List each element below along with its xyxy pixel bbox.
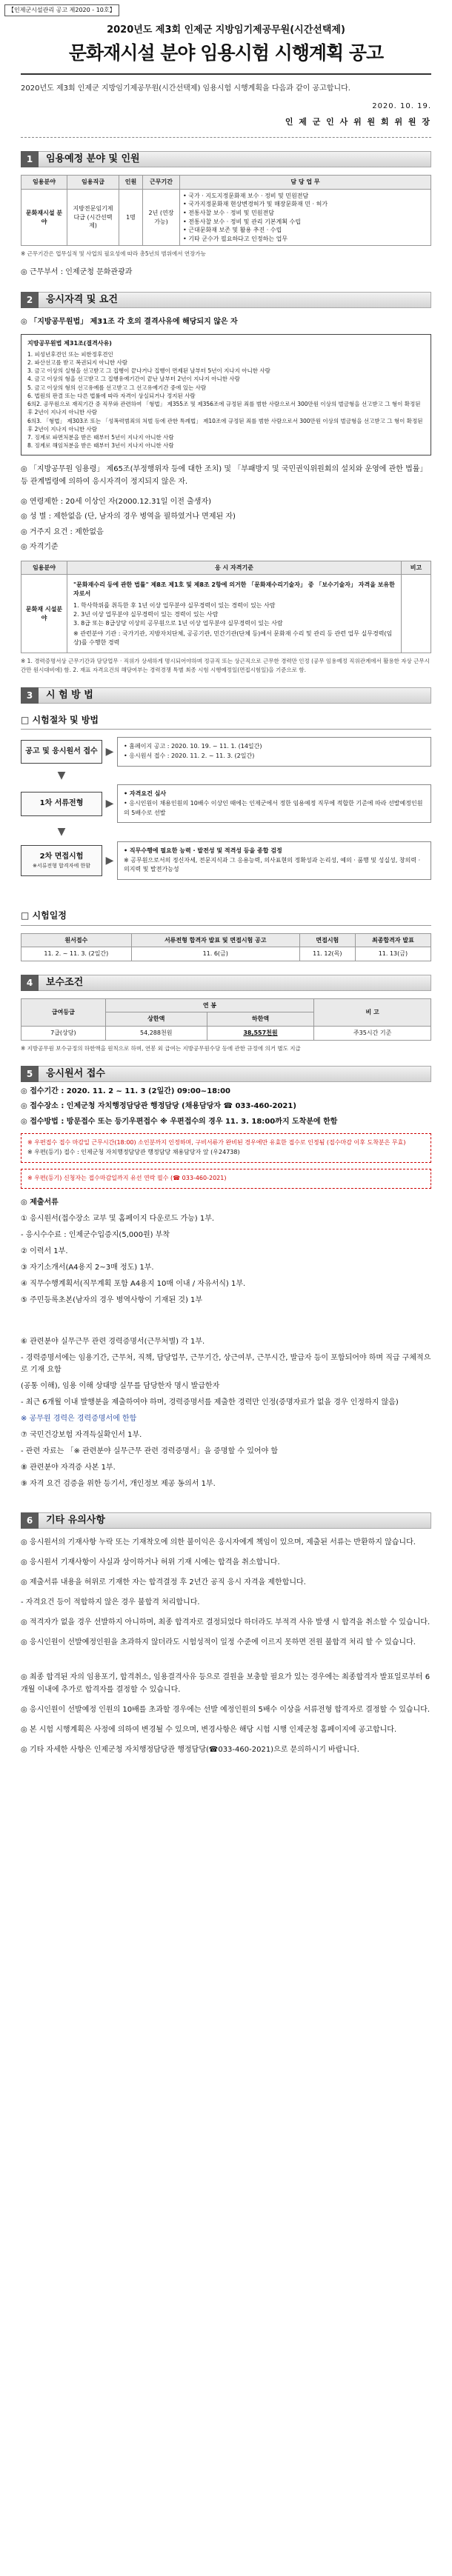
step-description xyxy=(117,784,431,823)
qualification-lead: "문화재수리 등에 관한 법률" 제8조 제1호 및 제8조 2항에 의거한 「문화재수리기술자」 중 「보수기술자」 자격을 보유한 자로서 xyxy=(73,581,395,597)
notice-title: 문화재시설 분야 임용시험 시행계획 공고 xyxy=(21,40,431,74)
document-item: - 경력증명서에는 임용기간, 근무처, 직책, 담당업무, 근무기간, 상근여부, 근무시간, 발급자 등이 포함되어야 하며 직급 구체적으로 기재 요함 xyxy=(21,1353,431,1374)
qualification-item: 3. 8급 또는 8급상당 이상의 공무원으로 1년 이상 업무분야 실무경력이 있는 사람 xyxy=(73,619,283,627)
section-number: 4 xyxy=(21,975,39,991)
section-title: 응시자격 및 요건 xyxy=(39,292,431,308)
section-title: 응시원서 접수 xyxy=(39,1066,431,1082)
salary-table xyxy=(21,998,431,1041)
table-cell: 주35시간 기준 xyxy=(314,1026,431,1040)
step-box: 공고 및 응시원서 접수 xyxy=(21,740,102,764)
process-step xyxy=(21,841,431,880)
document-item: ⑥ 관련분야 실무근무 관련 경력증명서(근무처별) 각 1부. xyxy=(21,1337,205,1346)
note-item: ◎ 응시원서 기재사항이 사실과 상이하거나 허위 기재 시에는 합격을 취소합니다. xyxy=(21,1558,280,1566)
docs-title: ◎ 제출서류 xyxy=(21,1198,59,1207)
phone-warning-box xyxy=(21,1169,431,1189)
table-cell: 54,288천원 xyxy=(105,1026,207,1040)
box-item: 1. 피성년후견인 또는 피한정후견인 xyxy=(27,350,113,358)
application-line: ◎ 접수기간 : 2020. 11. 2 ~ 11. 3 (2일간) 09:00~18:00 xyxy=(21,1087,230,1095)
step-description xyxy=(117,737,431,767)
section-title: 임용예정 분야 및 인원 xyxy=(39,151,431,167)
section-number: 6 xyxy=(21,1512,39,1529)
table-header: 근무기간 xyxy=(143,176,180,190)
table-header: 응 시 자격기준 xyxy=(67,561,402,575)
section-title: 보수조건 xyxy=(39,975,431,991)
table-cell: 문화재 시설분야 xyxy=(21,575,67,653)
recruitment-table xyxy=(21,175,431,246)
arrow-down-icon: ▼ xyxy=(57,769,66,781)
application-line: ◎ 접수장소 : 인제군청 자치행정담당관 행정담당 (채용담당자 ☎ 033-460-2021) xyxy=(21,1102,296,1111)
table-cell: 11. 6(금) xyxy=(131,947,299,961)
step-line: • 자격요건 심사 xyxy=(124,790,167,798)
document-item: - 관련 자료는 「※ 관련분야 실무근무 관련 경력증명서」을 증명할 수 있어야 함 xyxy=(21,1447,279,1455)
mail-warning-box xyxy=(21,1133,431,1163)
arrow-right-icon: ▶ xyxy=(105,854,114,867)
table-cell: 11. 2. ~ 11. 3. (2일간) xyxy=(21,947,132,961)
step-box-subtitle: ※서류전형 합격자에 한함 xyxy=(33,863,90,870)
step-box xyxy=(21,845,102,877)
requirement-item: ◎ 자격기준 xyxy=(21,543,59,552)
note-item: ◎ 적격자가 없을 경우 선발하지 아니하며, 최종 합격자로 결정되었다 하더라도 부적격 사유 발생 시 합격을 취소할 수 있습니다. xyxy=(21,1618,431,1626)
application-info xyxy=(21,1087,431,1128)
table-header: 임용분야 xyxy=(21,176,67,190)
notice-number: 【인제군시설관리 공고 제2020 - 10호】 xyxy=(4,4,119,16)
requirement-item: ◎ 연령제한 : 20세 이상인 자(2000.12.31일 이전 출생자) xyxy=(21,497,212,506)
document-item: ④ 직무수행계획서(직무계획 포함 A4용지 10매 이내 / 자유서식) 1부. xyxy=(21,1279,246,1288)
duty-item: • 전통사찰 보수 · 정비 및 민원전담 xyxy=(183,209,274,216)
subsection-heading: □ 시험일정 xyxy=(21,910,431,925)
note-item: ◎ 응시인원이 선발예정인원을 초과하지 않더라도 시험성적이 일정 수준에 이르지 못하면 전원 불합격 처리 할 수 있습니다. xyxy=(21,1638,416,1646)
qualification-item: ※ 관련분야 기관 : 국가기관, 지방자치단체, 공공기관, 민간기관(단체 등)에서 문화재 수리 및 관리 등 관련 업무 실무경력(임상)를 수행한 경력 xyxy=(73,630,393,646)
schedule-table xyxy=(21,933,431,961)
requirement-item: ◎ 성 별 : 제한없음 (단, 남자의 경우 병역을 필하였거나 면제된 자) xyxy=(21,513,236,521)
box-item: 7. 징계로 파면처분을 받은 때부터 5년이 지나지 아니한 사람 xyxy=(27,434,174,441)
table-cell xyxy=(402,575,431,653)
note-item: ◎ 본 시험 시행계획은 사정에 의하여 변경될 수 있으며, 변경사항은 해당 시험 시행 인제군청 홈페이지에 공고합니다. xyxy=(21,1725,397,1734)
step-box-title: 2차 면접시험 xyxy=(39,852,84,861)
requirement-item: ◎ 거주지 요건 : 제한없음 xyxy=(21,527,104,536)
workplace-line: ◎ 근무부서 : 인제군청 문화관광과 xyxy=(21,267,133,276)
section-5-header xyxy=(21,1066,431,1082)
document-item: ① 응시원서(접수장소 교부 및 홈페이지 다운로드 가능) 1부. xyxy=(21,1214,215,1223)
requirements-list xyxy=(21,497,431,553)
step-line: • 응시인원이 채용인원의 10배수 이상인 때에는 인제군에서 정한 임용예정 직무에 적합한 기준에 따라 선발예정인원의 5배수로 선발 xyxy=(124,799,423,816)
note-item: - 자격요건 등이 적합하지 않은 경우 불합격 처리합니다. xyxy=(21,1598,200,1606)
warning-line: ※ 우편(등기) 신청자는 접수마감일까지 유선 연락 필수 (☎ 033-460-2021) xyxy=(27,1174,227,1181)
note-item: ◎ 응시원서의 기재사항 누락 또는 기재착오에 의한 불이익은 응시자에게 책임이 있으며, 제출된 서류는 반환하지 않습니다. xyxy=(21,1538,416,1546)
duty-item: • 기타 군수가 필요하다고 인정하는 업무 xyxy=(183,235,288,242)
step-box: 1차 서류전형 xyxy=(21,792,102,816)
arrow-down-icon: ▼ xyxy=(57,826,66,838)
table-header: 연 봉 xyxy=(105,998,314,1012)
table-cell: 7급(상당) xyxy=(21,1026,106,1040)
process-step xyxy=(21,784,431,823)
document-item: (공통 이해), 임용 이해 상대방 실무를 담당한자 명시 발급한자 xyxy=(21,1381,220,1390)
warning-line: ※ 우편(등기) 접수 : 인제군청 자치행정담당관 행정담당 채용담당자 앞 (우24738) xyxy=(27,1149,240,1156)
section-number: 3 xyxy=(21,687,39,704)
table-header: 임용직급 xyxy=(67,176,119,190)
salary-note: ※ 지방공무원 보수규정의 하한액을 원칙으로 하며, 연봉 외 급여는 지방공무원수당 등에 관한 규정에 의거 별도 지급 xyxy=(21,1044,301,1052)
note-item: ◎ 응시인원이 선발예정 인원의 10배를 초과할 경우에는 선발 예정인원의 5배수 이상을 서류전형 합격자로 결정할 수 있습니다. xyxy=(21,1705,431,1714)
document-item: ⑧ 관련분야 자격증 사본 1부. xyxy=(21,1463,116,1472)
documents-list xyxy=(21,1213,431,1490)
table-header: 비고 xyxy=(402,561,431,575)
box-item: 3. 금고 이상의 실형을 선고받고 그 집행이 끝나거나 집행이 면제된 날부터 5년이 지나지 아니한 사람 xyxy=(27,367,270,375)
document-item: ※ 공무원 경력은 경력증명서에 한함 xyxy=(21,1414,137,1423)
notice-subtitle: 2020년도 제3회 인제군 지방임기제공무원(시간선택제) xyxy=(107,24,345,36)
table-header: 임용분야 xyxy=(21,561,67,575)
section-6-header xyxy=(21,1512,431,1529)
step-line: • 홈페이지 공고 : 2020. 10. 19. ~ 11. 1. (14일간) xyxy=(124,743,262,750)
section-title: 시 험 방 법 xyxy=(39,687,431,704)
document-item: - 응시수수료 : 인제군수입증지(5,000원) 부착 xyxy=(21,1230,170,1239)
qualification-item: 2. 3년 이상 업무분야 실무경력이 있는 경력이 있는 사람 xyxy=(73,610,219,618)
document-item: ⑤ 주민등록초본(남자의 경우 병역사항이 기재된 것) 1부 xyxy=(21,1295,203,1304)
application-line: ◎ 접수방법 : 방문접수 또는 등기우편접수 ※ 우편접수의 경우 11. 3. 18:00까지 도착분에 한함 xyxy=(21,1117,338,1126)
table-cell: 1명 xyxy=(119,189,143,246)
document-item: ⑦ 국민건강보험 자격득실확인서 1부. xyxy=(21,1430,142,1439)
warning-line: ※ 우편접수 접수 마감일 근무시간(18:00) 소인분까지 인정하며, 구비서류가 완비된 경우에만 유효한 접수로 인정됨 (접수마감 이후 도착분은 무효) xyxy=(27,1139,406,1147)
box-item: 8. 징계로 해임처분을 받은 때부터 3년이 지나지 아니한 사람 xyxy=(27,442,174,450)
table-header: 원서접수 xyxy=(21,933,132,947)
eligibility-line: ◎ 「지방공무원 임용령」 제65조(부정행위자 등에 대한 조치) 및 「부패방지 및 국민권익위원회의 설치와 운영에 관한 법률」 등 관계법령에 의하여 응시자격이 정지되지 않은 자. xyxy=(21,464,428,486)
table-cell: 11. 13(금) xyxy=(355,947,431,961)
notice-date: 2020. 10. 19. xyxy=(372,101,431,110)
table-cell: 11. 12(목) xyxy=(299,947,355,961)
box-item: 6. 법원의 판결 또는 다른 법률에 따라 자격이 상실되거나 정지된 사람 xyxy=(27,392,196,399)
section-number: 1 xyxy=(21,151,39,167)
table-cell: 지방전문임기제 다급 (시간선택제) xyxy=(67,189,119,246)
period-note: ※ 근무기간은 업무실적 및 사업의 필요성에 따라 총5년의 범위에서 연장가능 xyxy=(21,250,206,258)
notes-list xyxy=(21,1536,431,1756)
box-item: 2. 파산선고를 받고 복권되지 아니한 사람 xyxy=(27,358,127,366)
table-header: 담 당 업 무 xyxy=(180,176,431,190)
note-item: ◎ 기타 자세한 사항은 인제군청 자치행정담당관 행정담당(☎033-460-2021)으로 문의하시기 바랍니다. xyxy=(21,1745,359,1754)
duty-item: • 국가 · 지도지정문화재 보수 · 정비 및 민원전담 xyxy=(183,192,309,199)
table-cell: 문화재시설 분야 xyxy=(21,189,67,246)
notice-signature: 인 제 군 인 사 위 원 회 위 원 장 xyxy=(21,116,431,138)
section-4-header xyxy=(21,975,431,991)
table-header: 급여등급 xyxy=(21,998,106,1026)
table-header: 면접시험 xyxy=(299,933,355,947)
section-3-header xyxy=(21,687,431,704)
qualification-note: ※ 1. 경력증명서상 근무기간과 담당업무 · 직위가 상세하게 명시되어야하며 정규직 또는 상근직으로 근무한 경력만 인정 (공무 임용예정 직위관계에서 활용한 자상 근무시간만 원시대비에) 함. 2. 재표 자격요건의 해당여부는 경력경쟁 특별 최종 시험 시행예정일(면접시험일)을 기준으로 함. xyxy=(21,658,430,673)
subsection-heading: □ 시험절차 및 방법 xyxy=(21,714,431,730)
duties-cell xyxy=(180,189,431,246)
step-line: • 직무수행에 필요한 능력 · 발전성 및 적격성 등을 종합 검정 xyxy=(124,847,282,854)
document-item: ③ 자기소개서(A4용지 2~3매 정도) 1부. xyxy=(21,1263,154,1272)
table-cell: 2년 (연장가능) xyxy=(143,189,180,246)
document-item: - 최근 6개월 이내 발행분을 제출하여야 하며, 경력증명서를 제출한 경력만 인정(증명자료가 없을 경우 인정하지 않음) xyxy=(21,1398,399,1407)
qualification-item: 1. 학사학위를 취득한 후 1년 이상 업무분야 실무경력이 있는 경력이 있는 사람 xyxy=(73,602,276,610)
table-header: 서류전형 합격자 발표 및 면접시험 공고 xyxy=(131,933,299,947)
disqualification-box xyxy=(21,334,431,456)
section-number: 2 xyxy=(21,292,39,308)
section-1-header xyxy=(21,151,431,167)
box-item: 6의2. 공무원으로 재직기간 중 직무와 관련하여 「형법」 제355조 및 제356조에 규정된 죄를 범한 사람으로서 300만원 이상의 벌금형을 선고받고 그 형이 확정된 후 2년이 지나지 아니한 사람 xyxy=(27,401,421,416)
section-number: 5 xyxy=(21,1066,39,1082)
duty-item: • 근대문화재 보존 및 활용 추진 · 수립 xyxy=(183,227,282,234)
document-item: ⑨ 자격 요건 검증을 위한 등기서, 개인정보 제공 동의서 1부. xyxy=(21,1479,216,1488)
notice-intro: 2020년도 제3회 인제군 지방임기제공무원(시간선택제) 임용시험 시행계획을 다음과 같이 공고합니다. xyxy=(21,84,350,93)
box-title: 지방공무원법 제31조(결격사유) xyxy=(27,339,112,347)
box-item: 4. 금고 이상의 형을 선고받고 그 집행유예기간이 끝난 날부터 2년이 지나지 아니한 사람 xyxy=(27,376,240,383)
qualification-cell xyxy=(67,575,402,653)
section-2-header xyxy=(21,292,431,308)
document-item: ② 이력서 1부. xyxy=(21,1247,68,1255)
process-step xyxy=(21,737,431,767)
step-line: • 응시원서 접수 : 2020. 11. 2. ~ 11. 3. (2일간) xyxy=(124,752,255,759)
table-header: 상한액 xyxy=(105,1012,207,1027)
step-line: ※ 공무원으로서의 정신자세, 전문지식과 그 응용능력, 의사표현의 정확성과 논리성, 예의 · 품행 및 성실성, 창의력 · 의지력 및 발전가능성 xyxy=(124,856,421,873)
table-header: 하한액 xyxy=(207,1012,314,1027)
qualification-table xyxy=(21,561,431,654)
note-item: ◎ 제출서류 내용을 허위로 기재한 자는 합격결정 후 2년간 공직 응시 자격을 제한합니다. xyxy=(21,1578,306,1586)
box-item: 6의3. 「형법」 제303조 또는 「성폭력범죄의 처벌 등에 관한 특례법」 제10조에 규정된 죄를 범한 사람으로서 300만원 이상의 벌금형을 선고받고 그 형이 확정된 후 2년이 지나지 아니한 사람 xyxy=(27,417,423,433)
duty-item: • 국가지정문화재 현상변경허가 및 매장문화재 민 · 허가 xyxy=(183,201,328,208)
step-description xyxy=(117,841,431,880)
note-item: ◎ 최종 합격된 자의 임용포기, 합격취소, 임용결격사유 등으로 결원을 보충할 필요가 있는 경우에는 최종합격자 발표일로부터 6개월 이내에 추가로 합격자를 결정할 수 있습니다. xyxy=(21,1672,431,1694)
arrow-right-icon: ▶ xyxy=(105,798,114,810)
table-header: 인원 xyxy=(119,176,143,190)
section-title: 기타 유의사항 xyxy=(39,1512,431,1529)
box-item: 5. 금고 이상의 형의 선고유예를 선고받고 그 선고유예기간 중에 있는 사람 xyxy=(27,384,207,391)
eligibility-line: ◎ 「지방공무원법」 제31조 각 호의 결격사유에 해당되지 않은 자 xyxy=(21,317,238,326)
arrow-right-icon: ▶ xyxy=(105,745,114,758)
table-cell: 38,557천원 xyxy=(207,1026,314,1040)
duty-item: • 전통사찰 보수 · 정비 및 관리 기본계획 수립 xyxy=(183,218,301,225)
table-header: 비 고 xyxy=(314,998,431,1026)
table-header: 최종합격자 발표 xyxy=(355,933,431,947)
